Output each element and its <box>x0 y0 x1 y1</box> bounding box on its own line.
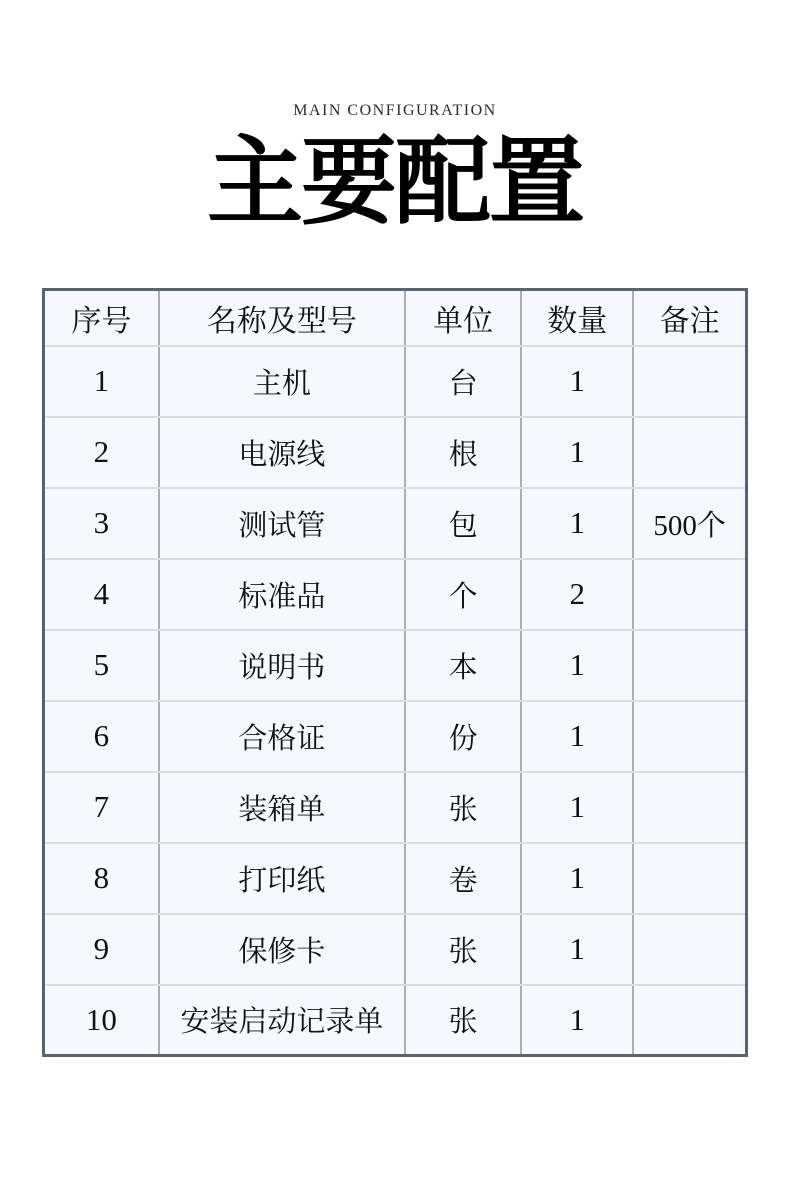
column-header-remark: 备注 <box>633 290 746 346</box>
column-header-name: 名称及型号 <box>159 290 405 346</box>
table-row <box>44 843 747 914</box>
cell-qty: 1 <box>521 630 633 701</box>
cell-unit: 根 <box>405 417 521 488</box>
cell-remark: 500个 <box>633 488 746 559</box>
cell-unit: 张 <box>405 914 521 985</box>
cell-name: 保修卡 <box>159 914 405 985</box>
cell-remark <box>633 985 746 1056</box>
table-row <box>44 772 747 843</box>
cell-remark <box>633 772 746 843</box>
cell-name: 说明书 <box>159 630 405 701</box>
cell-seq: 10 <box>44 985 159 1056</box>
cell-remark <box>633 559 746 630</box>
cell-seq: 8 <box>44 843 159 914</box>
table-body <box>44 346 747 1056</box>
column-header-seq: 序号 <box>44 290 159 346</box>
table-row <box>44 630 747 701</box>
cell-unit: 张 <box>405 985 521 1056</box>
table-row <box>44 417 747 488</box>
cell-remark <box>633 630 746 701</box>
cell-unit: 个 <box>405 559 521 630</box>
cell-qty: 1 <box>521 843 633 914</box>
cell-remark <box>633 701 746 772</box>
configuration-table-container <box>42 288 748 1057</box>
table-row <box>44 559 747 630</box>
section-eyebrow: MAIN CONFIGURATION <box>293 102 497 119</box>
cell-name: 打印纸 <box>159 843 405 914</box>
cell-qty: 2 <box>521 559 633 630</box>
cell-name: 电源线 <box>159 417 405 488</box>
cell-remark <box>633 417 746 488</box>
cell-seq: 6 <box>44 701 159 772</box>
table-row <box>44 914 747 985</box>
page-title: 主要配置 <box>207 125 583 238</box>
cell-qty: 1 <box>521 346 633 417</box>
column-header-qty: 数量 <box>521 290 633 346</box>
table-row <box>44 701 747 772</box>
cell-name: 标准品 <box>159 559 405 630</box>
main-configuration-table <box>42 288 748 1057</box>
table-row <box>44 488 747 559</box>
cell-name: 装箱单 <box>159 772 405 843</box>
cell-unit: 台 <box>405 346 521 417</box>
cell-unit: 包 <box>405 488 521 559</box>
table-header-row <box>44 290 747 346</box>
table-row <box>44 985 747 1056</box>
cell-seq: 9 <box>44 914 159 985</box>
cell-seq: 7 <box>44 772 159 843</box>
cell-remark <box>633 843 746 914</box>
cell-seq: 5 <box>44 630 159 701</box>
cell-qty: 1 <box>521 417 633 488</box>
column-header-unit: 单位 <box>405 290 521 346</box>
cell-qty: 1 <box>521 701 633 772</box>
cell-seq: 1 <box>44 346 159 417</box>
cell-qty: 1 <box>521 488 633 559</box>
cell-unit: 本 <box>405 630 521 701</box>
cell-name: 安装启动记录单 <box>159 985 405 1056</box>
table-row <box>44 346 747 417</box>
cell-qty: 1 <box>521 985 633 1056</box>
cell-seq: 4 <box>44 559 159 630</box>
cell-unit: 张 <box>405 772 521 843</box>
cell-unit: 份 <box>405 701 521 772</box>
cell-remark <box>633 914 746 985</box>
cell-name: 测试管 <box>159 488 405 559</box>
cell-seq: 3 <box>44 488 159 559</box>
cell-name: 主机 <box>159 346 405 417</box>
cell-seq: 2 <box>44 417 159 488</box>
cell-unit: 卷 <box>405 843 521 914</box>
cell-name: 合格证 <box>159 701 405 772</box>
cell-qty: 1 <box>521 772 633 843</box>
cell-remark <box>633 346 746 417</box>
cell-qty: 1 <box>521 914 633 985</box>
